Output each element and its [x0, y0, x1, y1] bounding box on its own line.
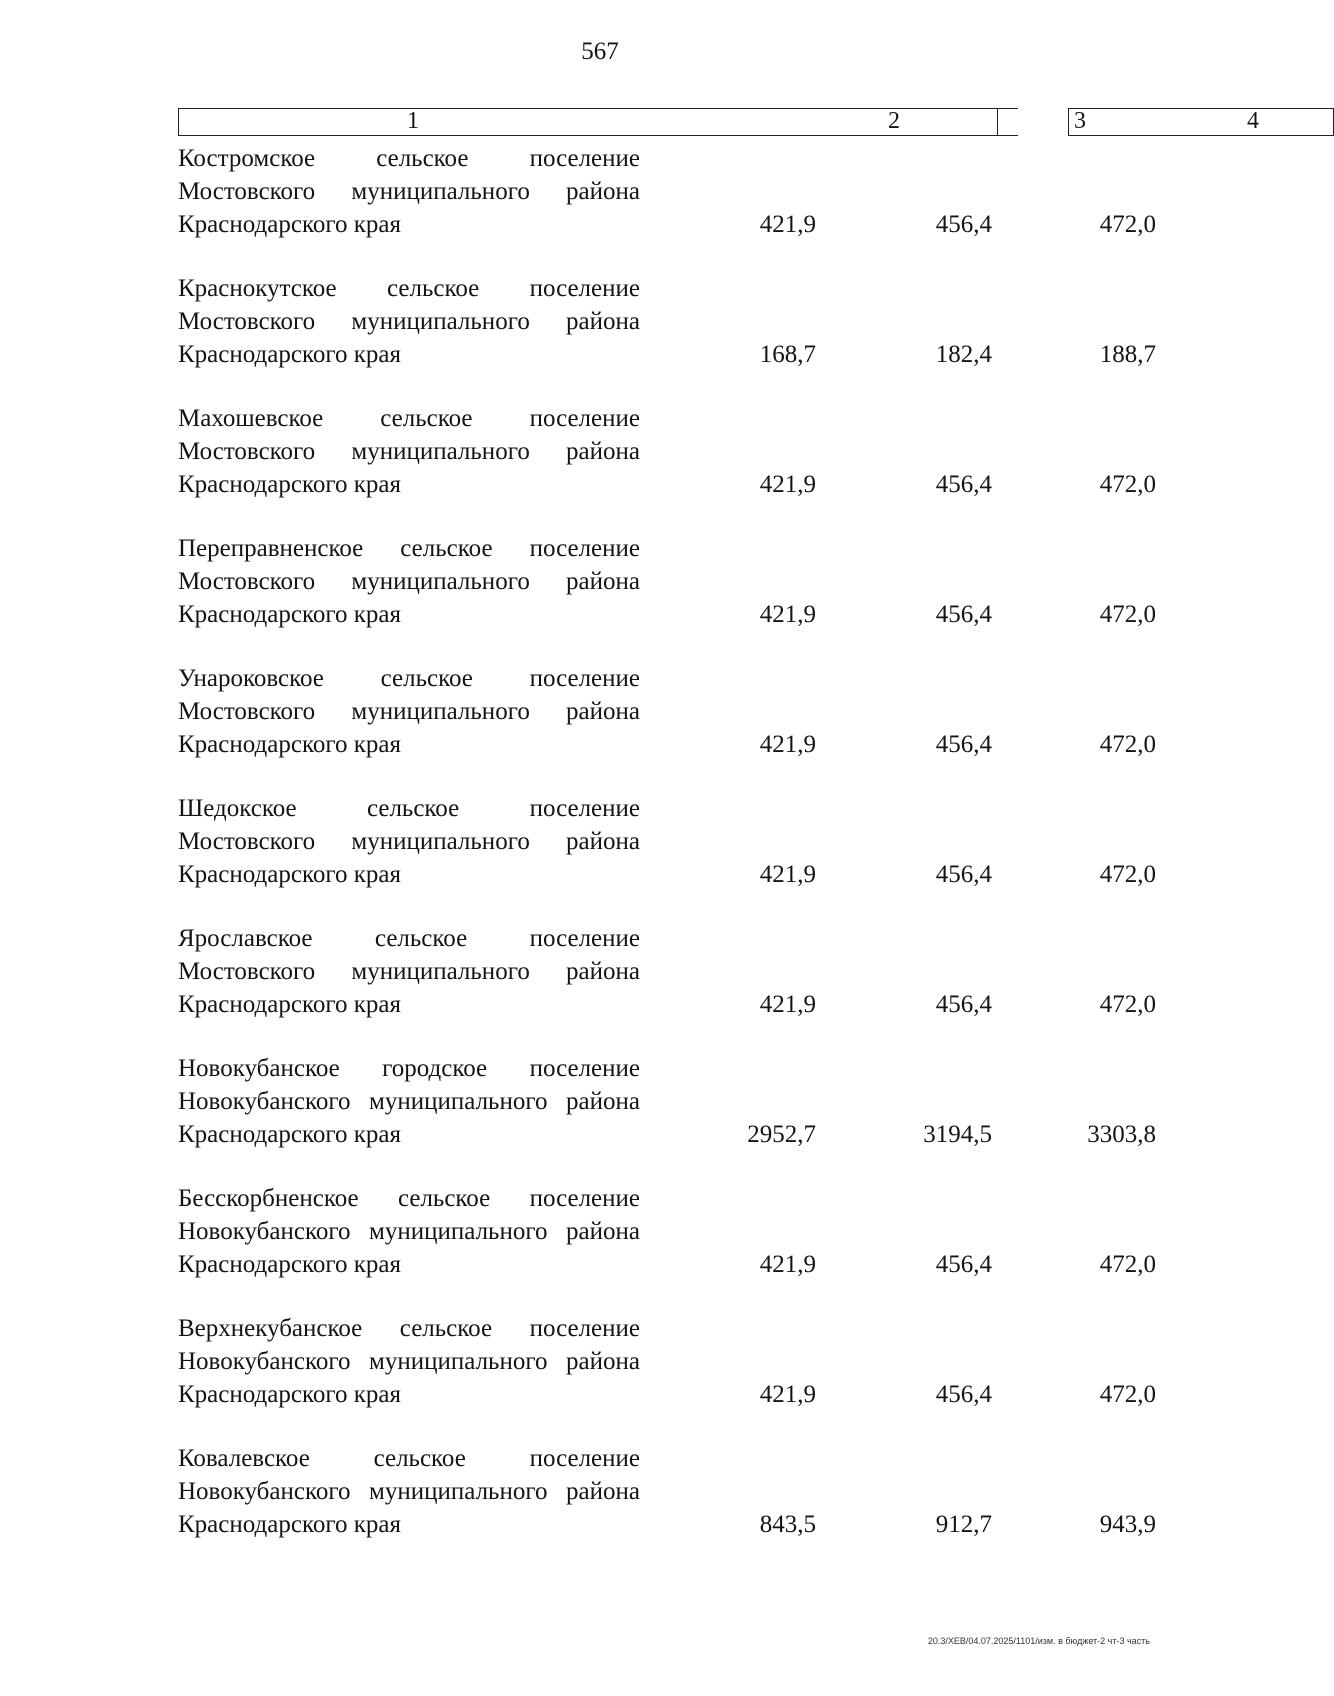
row-name: Ковалевское сельское поселение Новокубанского муниципального района Краснодарского края	[178, 1445, 640, 1538]
row-value-col-3: 456,4	[935, 731, 992, 758]
row-name: Унароковское сельское поселение Мостовского муниципального района Краснодарского края	[178, 665, 640, 758]
page-number: 567	[581, 38, 619, 65]
table-row	[0, 922, 1200, 1022]
row-value-col-2: 168,7	[759, 341, 816, 368]
table-row	[0, 532, 1200, 632]
row-name: Шедокское сельское поселение Мостовского муниципального района Краснодарского края	[178, 795, 640, 888]
row-value-col-4: 472,0	[1099, 1381, 1156, 1408]
row-value-col-2: 421,9	[759, 991, 816, 1018]
row-value-col-3: 456,4	[935, 211, 992, 238]
row-value-col-4: 472,0	[1099, 471, 1156, 498]
row-value-col-2: 421,9	[759, 861, 816, 888]
table-row	[0, 142, 1200, 242]
row-value-col-2: 421,9	[759, 211, 816, 238]
table-row	[0, 662, 1200, 762]
row-name: Краснокутское сельское поселение Мостовского муниципального района Краснодарского края	[178, 275, 640, 368]
table-row	[0, 792, 1200, 892]
row-value-col-3: 456,4	[935, 601, 992, 628]
row-value-col-4: 472,0	[1099, 1251, 1156, 1278]
row-value-col-4: 188,7	[1099, 341, 1156, 368]
row-value-col-2: 421,9	[759, 1251, 816, 1278]
table-row	[0, 272, 1200, 372]
row-name: Верхнекубанское сельское поселение Новокубанского муниципального района Краснодарского края	[178, 1315, 640, 1408]
header-cell-4	[1068, 108, 1334, 136]
row-value-col-4: 472,0	[1099, 211, 1156, 238]
row-value-col-4: 472,0	[1099, 731, 1156, 758]
row-value-col-3: 456,4	[935, 1251, 992, 1278]
row-value-col-3: 456,4	[935, 1381, 992, 1408]
row-name: Ярославское сельское поселение Мостовского муниципального района Краснодарского края	[178, 925, 640, 1018]
table-header	[178, 104, 1259, 138]
row-value-col-2: 421,9	[759, 731, 816, 758]
row-value-col-4: 472,0	[1099, 601, 1156, 628]
row-value-col-2: 843,5	[759, 1511, 816, 1538]
row-value-col-3: 456,4	[935, 861, 992, 888]
header-col-3-label: 3	[1074, 108, 1086, 134]
table-row	[0, 402, 1200, 502]
table-row	[0, 1182, 1200, 1282]
row-name: Костромское сельское поселение Мостовского муниципального района Краснодарского края	[178, 145, 640, 238]
header-col-2-label: 2	[888, 108, 900, 134]
header-cell-3	[878, 108, 1086, 136]
row-value-col-3: 3194,5	[923, 1121, 992, 1148]
row-name: Переправненское сельское поселение Мостовского муниципального района Краснодарского края	[178, 535, 640, 628]
row-value-col-3: 182,4	[935, 341, 992, 368]
header-col-4-label: 4	[1247, 108, 1259, 134]
row-value-col-2: 421,9	[759, 601, 816, 628]
row-value-col-3: 456,4	[935, 471, 992, 498]
row-value-col-2: 421,9	[759, 471, 816, 498]
table-row	[0, 1052, 1200, 1152]
row-value-col-3: 456,4	[935, 991, 992, 1018]
header-col-1-label: 1	[407, 108, 419, 134]
row-value-col-4: 472,0	[1099, 861, 1156, 888]
row-name: Новокубанское городское поселение Новокубанского муниципального района Краснодарского края	[178, 1055, 640, 1148]
table-row	[0, 1312, 1200, 1412]
row-value-col-4: 472,0	[1099, 991, 1156, 1018]
row-value-col-2: 2952,7	[747, 1121, 816, 1148]
row-value-col-2: 421,9	[759, 1381, 816, 1408]
row-name: Бесскорбненское сельское поселение Новокубанского муниципального района Краснодарского края	[178, 1185, 640, 1278]
document-footer-code: 20.3/XEB/04.07.2025/1101/изм. в бюджет-2 чт-3 часть	[927, 1636, 1150, 1646]
table-row	[0, 1442, 1200, 1542]
row-value-col-4: 943,9	[1099, 1511, 1156, 1538]
row-value-col-4: 3303,8	[1087, 1121, 1156, 1148]
row-value-col-3: 912,7	[935, 1511, 992, 1538]
row-name: Махошевское сельское поселение Мостовского муниципального района Краснодарского края	[178, 405, 640, 498]
